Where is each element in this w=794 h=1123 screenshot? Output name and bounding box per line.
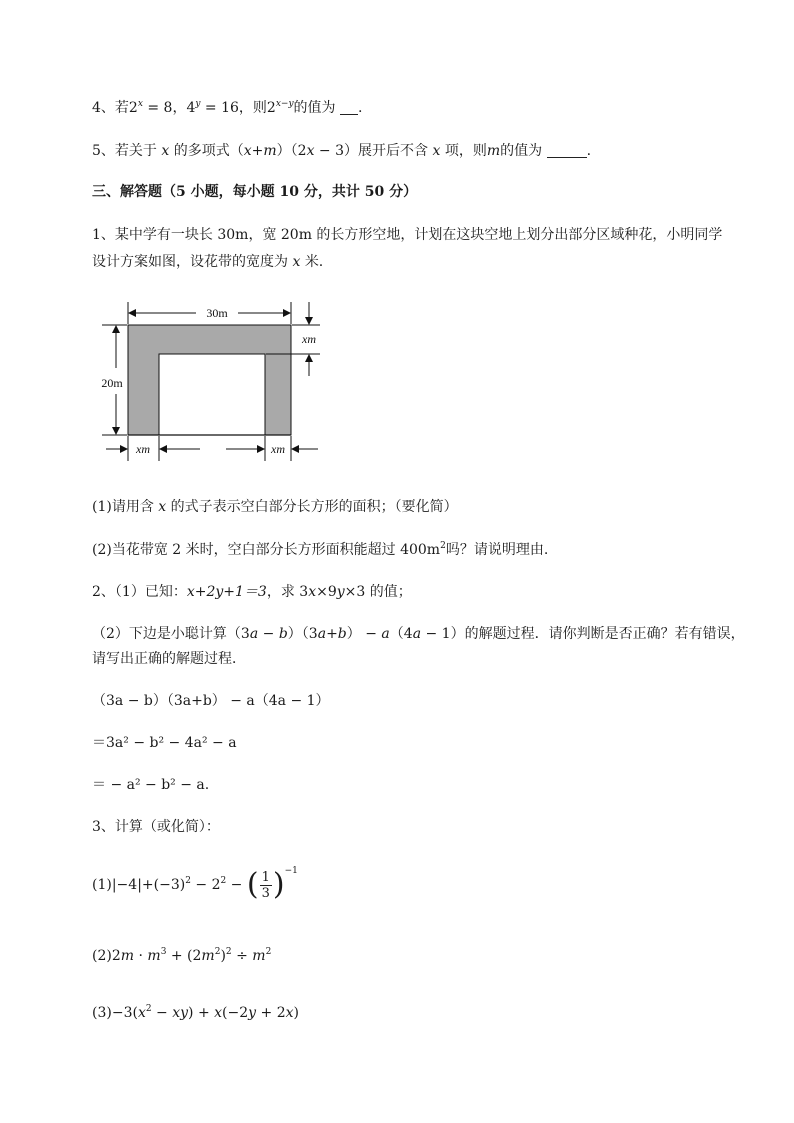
q5-text-2: 的多项式（ (173, 143, 244, 159)
q5-end: . (586, 143, 592, 159)
p1-part1-var-x: x (158, 499, 167, 515)
q5-text-1: 5、若关于 (92, 143, 157, 159)
solution-step-3: ＝ − a² − b² − a. (92, 777, 210, 793)
q5-answer-blank[interactable] (547, 143, 587, 158)
q5-var-x: x (161, 143, 170, 159)
q5-text-6: 的值为 (500, 143, 543, 159)
q5-var-x3: x (432, 143, 441, 159)
q4-end: . (358, 100, 363, 116)
p2-l1-y: y (336, 584, 345, 600)
q4-base1: 2 (128, 100, 138, 116)
p1-part2-text-2: 吗？请说明理由. (445, 542, 549, 558)
expr1-label: (1) (92, 877, 112, 893)
q5-text-4: − 3）展开后不含 (314, 143, 429, 159)
problem-2-part-2-line-2: 请写出正确的解题过程． (92, 651, 246, 667)
p2-l2-i: （4 (389, 626, 413, 642)
problem-3-title: 3、计算（或化简）： (92, 819, 220, 835)
label-20m: 20m (101, 376, 123, 390)
problem-2-part-2-line-1 (92, 624, 745, 644)
solution-step-1: （3a − b）（3a+b） − a（4a − 1） (92, 693, 330, 709)
expr2-label: (2) (92, 948, 112, 964)
p1-part2-text: (2)当花带宽 2 米时，空白部分长方形面积能超过 400m (92, 542, 441, 558)
p2-l1-text-b: ，求 3 (266, 584, 309, 600)
p1-part2-sup: 2 (440, 541, 446, 551)
problem-1-line-1: 1、某中学有一块长 30m，宽 20m 的长方形空地，计划在这块空地上划分出部分区域种花，小明同学 (92, 227, 723, 243)
label-30m: 30m (206, 306, 228, 320)
p2-l1-text-c: ×9 (316, 584, 337, 600)
expression-2 (92, 946, 271, 966)
problem-1-part-1 (92, 497, 458, 517)
p1-line2-text: 设计方案如图，设花带的宽度为 (92, 254, 288, 270)
p2-l1-expr: x+2y+1＝3 (186, 584, 267, 600)
expr1-math: $|-4|+(-3)^2 - 2^2$ − ( $\frac{1}{3}$ )$^{-1}$ (111, 866, 298, 902)
expr3-label: (3) (92, 1005, 112, 1021)
q5-var-x2: x (306, 143, 315, 159)
expr3-math: $-3(x^2 - xy) + x(-2y + 2x)$ (111, 1004, 299, 1021)
expression-1 (92, 868, 298, 902)
problem-1-part-2 (92, 540, 548, 560)
label-bottom-right-xm: xm (271, 442, 285, 456)
garden-diagram (96, 296, 336, 466)
p2-l2-a: （2）下边是小聪计算（3 (92, 626, 250, 642)
p2-l1-text: 2、（1）已知： (92, 584, 187, 600)
q5-expr-xm: x+m (243, 143, 277, 159)
p2-l2-f: a+b (317, 626, 347, 642)
q4-tail: 的值为 (293, 100, 336, 116)
label-right-xm: xm (302, 332, 316, 346)
p2-l2-k: − 1）的解题过程．请你判断是否正确？若有错误， (421, 626, 745, 642)
q4-eq2: = 16，则 (200, 100, 267, 116)
q4-eq1: = 8，4 (142, 100, 196, 116)
p2-l2-j: a (412, 626, 422, 642)
p2-l2-g: ） − (346, 626, 382, 642)
p2-l2-e: ）（3 (287, 626, 318, 642)
p1-var-x: x (292, 254, 301, 270)
q4-base3: 2 (266, 100, 276, 116)
label-bottom-left-xm: xm (136, 442, 150, 456)
q4-exp3: x−y (275, 99, 294, 109)
q4-exp2: y (195, 99, 201, 109)
expr2-math: $2m \cdot m^3 + (2m^2)^2 \div m^2$ (111, 947, 272, 964)
blank-area (159, 354, 265, 435)
p2-l2-b: a (249, 626, 259, 642)
p1-part1-text: (1)请用含 (92, 499, 154, 515)
p1-line2-end: 米. (304, 254, 324, 270)
p1-part1-text-2: 的式子表示空白部分长方形的面积；（要化简） (170, 499, 458, 515)
p2-l2-h: a (381, 626, 390, 642)
expression-3 (92, 1003, 299, 1023)
p2-l2-c: − (258, 626, 279, 642)
q5-text-5: 项，则 (444, 143, 487, 159)
p2-l1-x: x (308, 584, 317, 600)
solution-step-2: ＝3a² − b² − 4a² − a (92, 735, 237, 751)
q4-number: 4、若 (92, 100, 129, 116)
q4-answer-blank[interactable] (340, 100, 358, 115)
q5-var-m: m (486, 143, 501, 159)
q4-exp1: x (137, 99, 143, 109)
problem-1-line-2 (92, 252, 323, 272)
section-3-heading: 三、解答题（5 小题，每小题 10 分，共计 50 分） (92, 184, 418, 200)
question-5 (92, 141, 591, 161)
q5-text-3: ）（2 (276, 143, 307, 159)
question-4 (92, 98, 362, 118)
problem-2-part-1 (92, 582, 412, 602)
p2-l2-d: b (278, 626, 288, 642)
p2-l1-text-d: ×3 的值； (344, 584, 412, 600)
